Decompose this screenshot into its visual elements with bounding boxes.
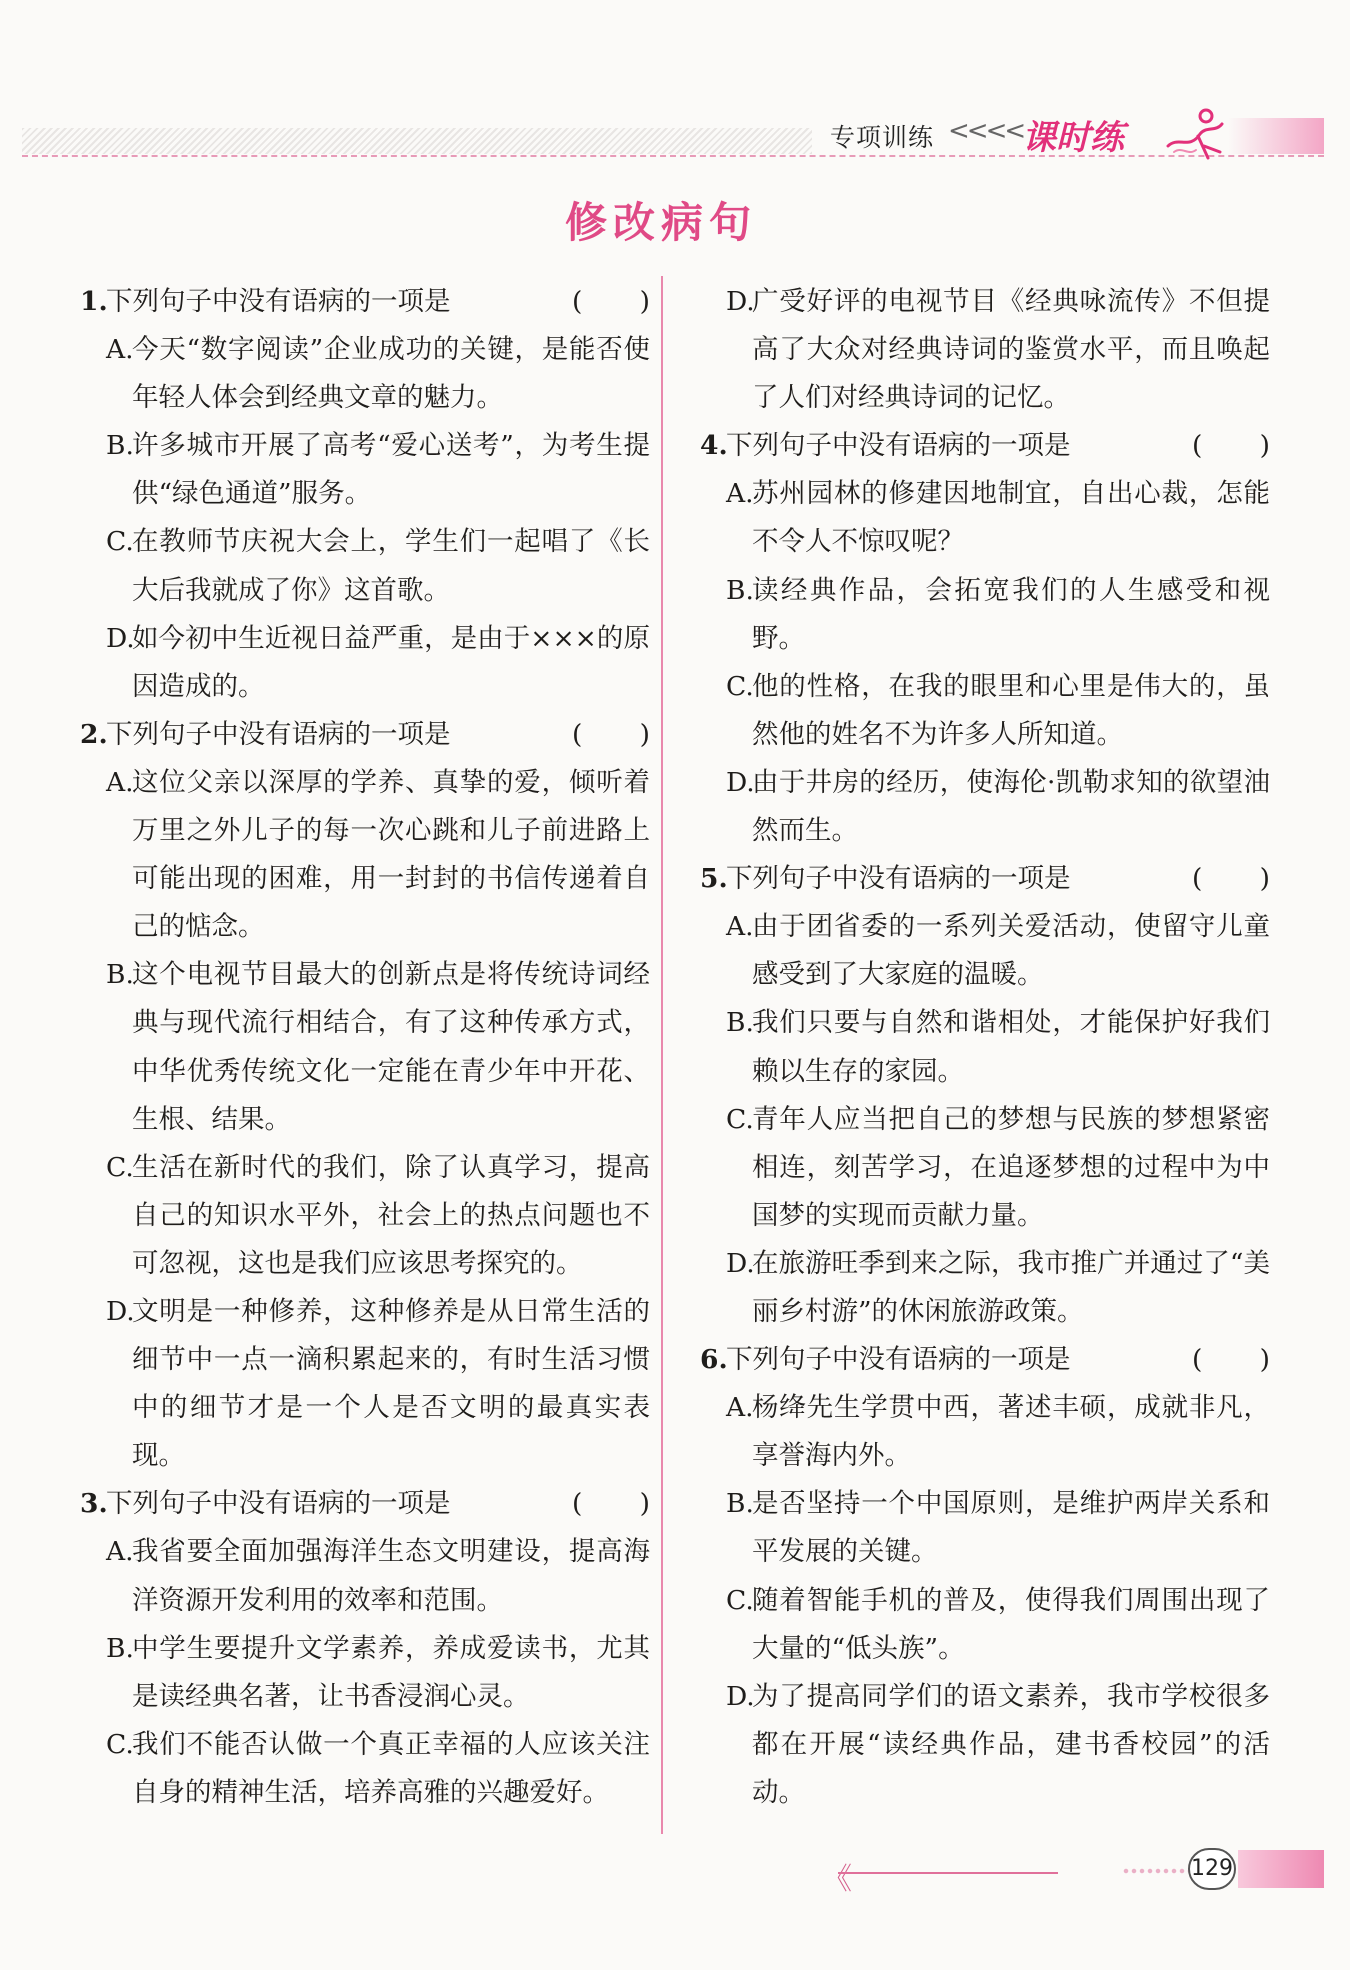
option-text: 今天“数字阅读”企业成功的关键，是能否使年轻人体会到经典文章的魅力。 — [132, 334, 650, 414]
footer-arrow-icon: 《 — [822, 1862, 852, 1897]
bracket-open: ( — [1192, 1344, 1203, 1376]
option-d — [700, 278, 1270, 422]
bracket-open: ( — [572, 718, 583, 750]
option-text: 我们不能否认做一个真正幸福的人应该关注自身的精神生活，培养高雅的兴趣爱好。 — [132, 1728, 650, 1808]
option-d — [80, 1288, 650, 1480]
option-d — [80, 615, 650, 711]
option-a — [700, 470, 1270, 566]
option-letter: B. — [106, 959, 134, 991]
answer-bracket[interactable] — [1192, 855, 1270, 903]
answer-bracket[interactable] — [572, 278, 650, 326]
bracket-close: ) — [1259, 863, 1270, 895]
option-letter: D. — [726, 1247, 755, 1279]
answer-bracket[interactable] — [572, 711, 650, 759]
header-dashed-rule — [22, 155, 1324, 157]
option-text: 我们只要与自然和谐相处，才能保护好我们赖以生存的家园。 — [752, 1007, 1270, 1087]
option-letter: A. — [726, 911, 754, 943]
option-letter: A. — [106, 334, 134, 366]
question-text: 下列句子中没有语病的一项是 — [726, 1344, 1071, 1376]
option-b — [700, 999, 1270, 1095]
bracket-open: ( — [1192, 430, 1203, 462]
bracket-close: ) — [639, 286, 650, 317]
question-text: 下列句子中没有语病的一项是 — [106, 286, 451, 317]
option-text: 由于团省委的一系列关爱活动，使留守儿童感受到了大家庭的温暖。 — [752, 911, 1270, 991]
column-divider — [661, 276, 663, 1834]
option-letter: A. — [726, 478, 754, 510]
option-letter: C. — [106, 1151, 134, 1183]
question-number: 2. — [80, 718, 108, 750]
option-letter: C. — [726, 670, 754, 702]
question-number: 5. — [700, 863, 728, 895]
header-brand-logo: 课时练 — [1022, 118, 1124, 158]
bracket-close: ) — [639, 718, 650, 750]
question-4 — [700, 422, 1270, 855]
bracket-open: ( — [1192, 863, 1203, 895]
option-c — [700, 1096, 1270, 1240]
option-b — [700, 567, 1270, 663]
option-letter: C. — [726, 1103, 754, 1135]
option-letter: B. — [106, 1632, 134, 1664]
option-a — [700, 903, 1270, 999]
answer-bracket[interactable] — [1192, 1336, 1270, 1384]
option-c — [80, 518, 650, 614]
option-letter: D. — [726, 1680, 755, 1712]
option-text: 为了提高同学们的语文素养，我市学校很多都在开展“读经典作品，建书香校园”的活动。 — [752, 1680, 1270, 1808]
question-1 — [80, 278, 650, 711]
option-text: 苏州园林的修建因地制宜，自出心裁，怎能不令人不惊叹呢？ — [752, 478, 1270, 558]
option-letter: B. — [726, 574, 754, 606]
option-text: 文明是一种修养，这种修养是从日常生活的细节中一点一滴积累起来的，有时生活习惯中的细节才是一个人是否文明的最真实表现。 — [132, 1295, 650, 1472]
option-letter: C. — [106, 1728, 134, 1760]
page-number: 129 — [1188, 1848, 1236, 1890]
option-text: 这个电视节目最大的创新点是将传统诗词经典与现代流行相结合，有了这种传承方式，中华优秀传统文化一定能在青少年中开花、生根、结果。 — [132, 959, 650, 1135]
footer-dots — [1122, 1868, 1190, 1874]
option-letter: D. — [726, 766, 755, 798]
option-letter: A. — [726, 1392, 754, 1424]
option-letter: C. — [106, 526, 134, 558]
option-text: 他的性格，在我的眼里和心里是伟大的，虽然他的姓名不为许多人所知道。 — [752, 670, 1270, 750]
answer-bracket[interactable] — [1192, 422, 1270, 470]
option-a — [700, 1384, 1270, 1480]
option-text: 随着智能手机的普及，使得我们周围出现了大量的“低头族”。 — [752, 1584, 1270, 1664]
option-text: 由于井房的经历，使海伦·凯勒求知的欲望油然而生。 — [752, 766, 1270, 847]
option-letter: B. — [106, 430, 134, 462]
question-5 — [700, 855, 1270, 1336]
header-pink-tab — [1228, 118, 1324, 154]
question-text: 下列句子中没有语病的一项是 — [106, 1488, 451, 1520]
option-d — [700, 1240, 1270, 1336]
option-c — [80, 1144, 650, 1288]
footer-rule — [838, 1872, 1058, 1874]
bracket-close: ) — [1259, 430, 1270, 462]
question-text: 下列句子中没有语病的一项是 — [726, 430, 1071, 462]
question-3 — [80, 1480, 650, 1817]
option-text: 生活在新时代的我们，除了认真学习，提高自己的知识水平外，社会上的热点问题也不可忽视，这也是我们应该思考探究的。 — [132, 1151, 650, 1279]
option-c — [700, 1577, 1270, 1673]
question-stem — [80, 1480, 650, 1528]
option-b — [80, 1625, 650, 1721]
question-stem — [80, 711, 650, 759]
bracket-close: ) — [639, 1488, 650, 1520]
option-b — [700, 1480, 1270, 1576]
page-title: 修改病句 — [564, 198, 757, 247]
option-letter: A. — [106, 1536, 134, 1568]
question-text: 下列句子中没有语病的一项是 — [106, 718, 451, 750]
page-header — [0, 110, 1350, 170]
option-d — [700, 759, 1270, 855]
question-text: 下列句子中没有语病的一项是 — [726, 863, 1071, 895]
question-stem — [80, 278, 650, 326]
header-hatch-band — [22, 128, 812, 154]
bracket-open: ( — [572, 286, 583, 317]
option-d — [700, 1673, 1270, 1817]
question-number: 6. — [700, 1344, 728, 1376]
option-letter: C. — [726, 1584, 754, 1616]
option-text: 中学生要提升文学素养，养成爱读书，尤其是读经典名著，让书香浸润心灵。 — [132, 1632, 650, 1712]
question-stem — [700, 855, 1270, 903]
question-stem — [700, 1336, 1270, 1384]
option-letter: D. — [726, 286, 755, 317]
option-text: 青年人应当把自己的梦想与民族的梦想紧密相连，刻苦学习，在追逐梦想的过程中为中国梦的实现而贡献力量。 — [752, 1103, 1270, 1231]
option-a — [80, 759, 650, 951]
header-subject: 专项训练 — [830, 123, 935, 152]
option-letter: A. — [106, 766, 134, 798]
left-column — [80, 278, 650, 1817]
question-number: 1. — [80, 286, 108, 317]
option-b — [80, 951, 650, 1143]
option-b — [80, 422, 650, 518]
question-number: 4. — [700, 430, 728, 462]
option-letter: B. — [726, 1488, 754, 1520]
option-text: 杨绛先生学贯中西，著述丰硕，成就非凡，享誉海内外。 — [752, 1392, 1270, 1472]
option-text: 我省要全面加强海洋生态文明建设，提高海洋资源开发利用的效率和范围。 — [132, 1536, 650, 1616]
option-c — [700, 663, 1270, 759]
answer-bracket[interactable] — [572, 1480, 650, 1528]
question-6 — [700, 1336, 1270, 1817]
option-text: 是否坚持一个中国原则，是维护两岸关系和平发展的关键。 — [752, 1488, 1270, 1568]
option-c — [80, 1721, 650, 1817]
option-text: 广受好评的电视节目《经典咏流传》不但提高了大众对经典诗词的鉴赏水平，而且唤起了人们对经典诗词的记忆。 — [752, 286, 1270, 414]
option-letter: D. — [106, 622, 135, 654]
option-a — [80, 326, 650, 422]
bracket-open: ( — [572, 1488, 583, 1520]
option-a — [80, 1528, 650, 1624]
bracket-close: ) — [1259, 1344, 1270, 1376]
right-column — [700, 278, 1270, 1817]
option-text: 许多城市开展了高考“爱心送考”，为考生提供“绿色通道”服务。 — [132, 430, 650, 510]
option-text: 如今初中生近视日益严重，是由于×××的原因造成的。 — [132, 622, 650, 702]
running-figure-icon — [1160, 106, 1232, 162]
footer-pink-tab — [1238, 1850, 1324, 1888]
header-arrows-icon: <<<< — [948, 116, 1024, 146]
question-stem — [700, 422, 1270, 470]
question-number: 3. — [80, 1488, 108, 1520]
option-letter: D. — [106, 1295, 135, 1327]
option-text: 这位父亲以深厚的学养、真挚的爱，倾听着万里之外儿子的每一次心跳和儿子前进路上可能出现的困难，用一封封的书信传递着自己的惦念。 — [132, 766, 650, 943]
option-text: 读经典作品，会拓宽我们的人生感受和视野。 — [752, 574, 1270, 654]
question-2 — [80, 711, 650, 1481]
option-text: 在教师节庆祝大会上，学生们一起唱了《长大后我就成了你》这首歌。 — [132, 526, 650, 606]
option-letter: B. — [726, 1007, 754, 1039]
option-text: 在旅游旺季到来之际，我市推广并通过了“美丽乡村游”的休闲旅游政策。 — [752, 1247, 1270, 1327]
